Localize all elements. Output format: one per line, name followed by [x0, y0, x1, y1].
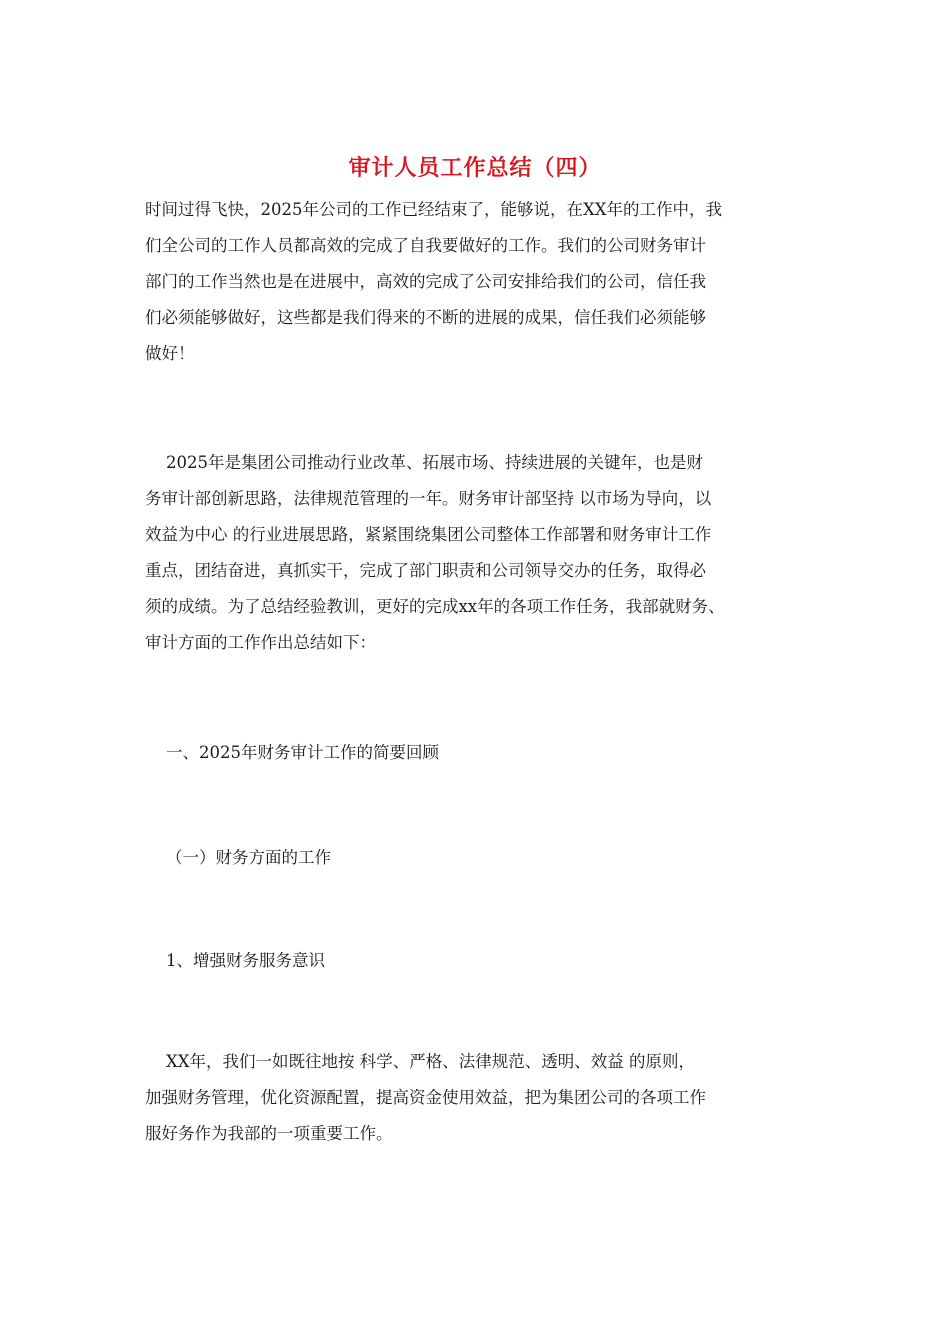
paragraph-service-awareness: XX年，我们一如既往地按 科学、严格、法律规范、透明、效益 的原则， 加强财务管理，优化资源配置，提高资金使用效益，把为集团公司的各项工作 服好务作为我部的一项重要工作。	[145, 1052, 706, 1143]
item-heading-service-awareness: 1、增强财务服务意识	[145, 951, 325, 970]
paragraph-intro: 时间过得飞快，2025年公司的工作已经结束了，能够说，在XX年的工作中，我 们全公司的工作人员都高效的完成了自我要做好的工作。我们的公司财务审计 部门的工作当然也是在进展中，高效的完成了公司安排给我们的公司，信任我 们必须能够做好，这些都是我们得来的不断的进展的成果，信任我们必须能够 做好！	[145, 200, 722, 363]
document-title: 审计人员工作总结（四）	[348, 155, 602, 181]
section-heading-review: 一、2025年财务审计工作的简要回顾	[145, 743, 439, 762]
subsection-heading-finance: （一）财务方面的工作	[145, 848, 331, 867]
paragraph-overview: 2025年是集团公司推动行业改革、拓展市场、持续进展的关键年，也是财 务审计部创新思路，法律规范管理的一年。财务审计部坚持 以市场为导向，以 效益为中心 的行业进展思路，紧紧围绕集团公司整体工作部署和财务审计工作 重点，团结奋进，真抓实干，完成了部门职责和公司领导交办的任务，取得必 须的成绩。为了总结经验教训，更好的完成xx年的各项工作任务，我部就财务、 审计方面的工作作出总结如下：	[145, 453, 725, 652]
